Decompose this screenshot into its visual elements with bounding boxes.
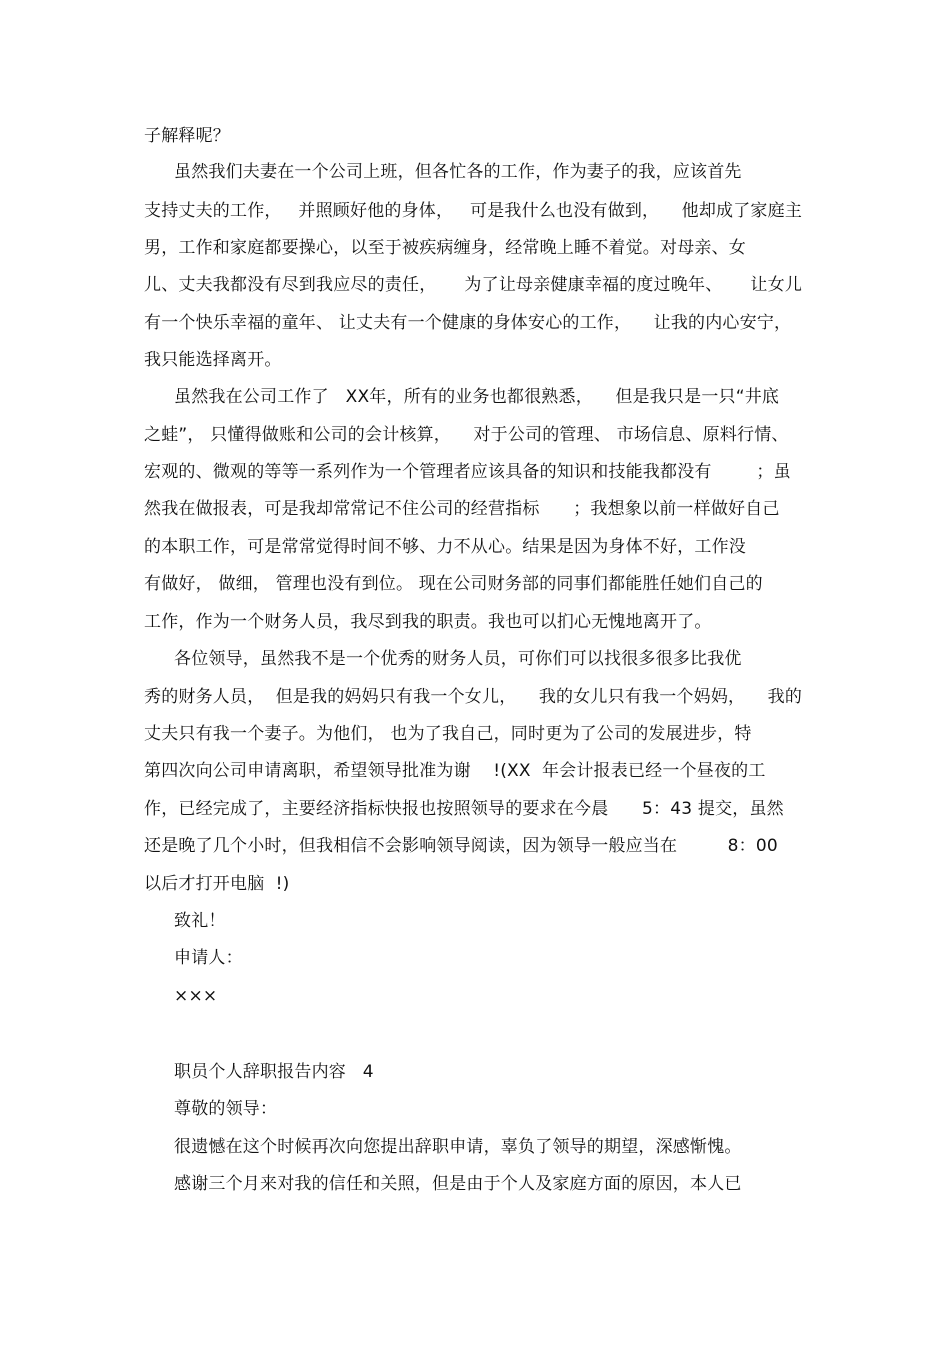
text-line: 秀的财务人员， 但是我的妈妈只有我一个女儿， 我的女儿只有我一个妈妈， 我的 [144, 687, 803, 707]
text-line: 有一个快乐幸福的童年、 让丈夫有一个健康的身体安心的工作， 让我的内心安宁， [144, 313, 792, 333]
text-line: 感谢三个月来对我的信任和关照，但是由于个人及家庭方面的原因，本人已 [174, 1174, 742, 1194]
text-line: 支持丈夫的工作， 并照顾好他的身体， 可是我什么也没有做到， 他却成了家庭主 [144, 201, 803, 221]
closing-salutation: 致礼！ [174, 911, 226, 931]
text-line: 有做好， 做细， 管理也没有到位。 现在公司财务部的同事们都能胜任她们自己的 [144, 574, 763, 594]
text-line: 儿、丈夫我都没有尽到我应尽的责任， 为了让母亲健康幸福的度过晚年、 让女儿 [144, 275, 803, 295]
text-line: 的本职工作，可是常常觉得时间不够、力不从心。结果是因为身体不好，工作没 [144, 537, 746, 557]
text-line: 工作，作为一个财务人员，我尽到我的职责。我也可以扪心无愧地离开了。 [144, 612, 712, 632]
text-line: 我只能选择离开。 [144, 350, 282, 370]
text-line: 作，已经完成了，主要经济指标快报也按照领导的要求在今晨 5：43 提交，虽然 [144, 799, 784, 819]
applicant-label: 申请人： [174, 948, 243, 968]
text-line: 很遗憾在这个时候再次向您提出辞职申请，辜负了领导的期望，深感惭愧。 [174, 1137, 742, 1157]
greeting: 尊敬的领导： [174, 1099, 278, 1119]
text-line: 虽然我们夫妻在一个公司上班，但各忙各的工作，作为妻子的我，应该首先 [174, 162, 742, 182]
text-line: 宏观的、微观的等等一系列作为一个管理者应该具备的知识和技能我都没有 ；虽 [144, 462, 791, 482]
text-line: 丈夫只有我一个妻子。为他们， 也为了我自己，同时更为了公司的发展进步，特 [144, 724, 752, 744]
text-line: 第四次向公司申请离职，希望领导批准为谢 !(XX 年会计报表已经一个昼夜的工 [144, 761, 766, 781]
text-line: 男，工作和家庭都要操心，以至于被疾病缠身，经常晚上睡不着觉。对母亲、女 [144, 238, 746, 258]
section-title: 职员个人辞职报告内容 4 [174, 1062, 374, 1082]
text-line: 以后才打开电脑 !) [144, 874, 290, 894]
text-line: 还是晚了几个小时，但我相信不会影响领导阅读，因为领导一般应当在 8：00 [144, 836, 778, 856]
text-line: 然我在做报表，可是我却常常记不住公司的经营指标 ；我想象以前一样做好自己 [144, 499, 780, 519]
applicant-name: ××× [174, 986, 218, 1006]
text-line: 虽然我在公司工作了 XX年，所有的业务也都很熟悉， 但是我只是一只“井底 [174, 387, 780, 407]
text-line: 子解释呢？ [144, 126, 230, 146]
text-line: 之蛙”， 只懂得做账和公司的会计核算， 对于公司的管理、 市场信息、原料行情、 [144, 425, 789, 445]
text-line: 各位领导，虽然我不是一个优秀的财务人员，可你们可以找很多很多比我优 [174, 649, 742, 669]
